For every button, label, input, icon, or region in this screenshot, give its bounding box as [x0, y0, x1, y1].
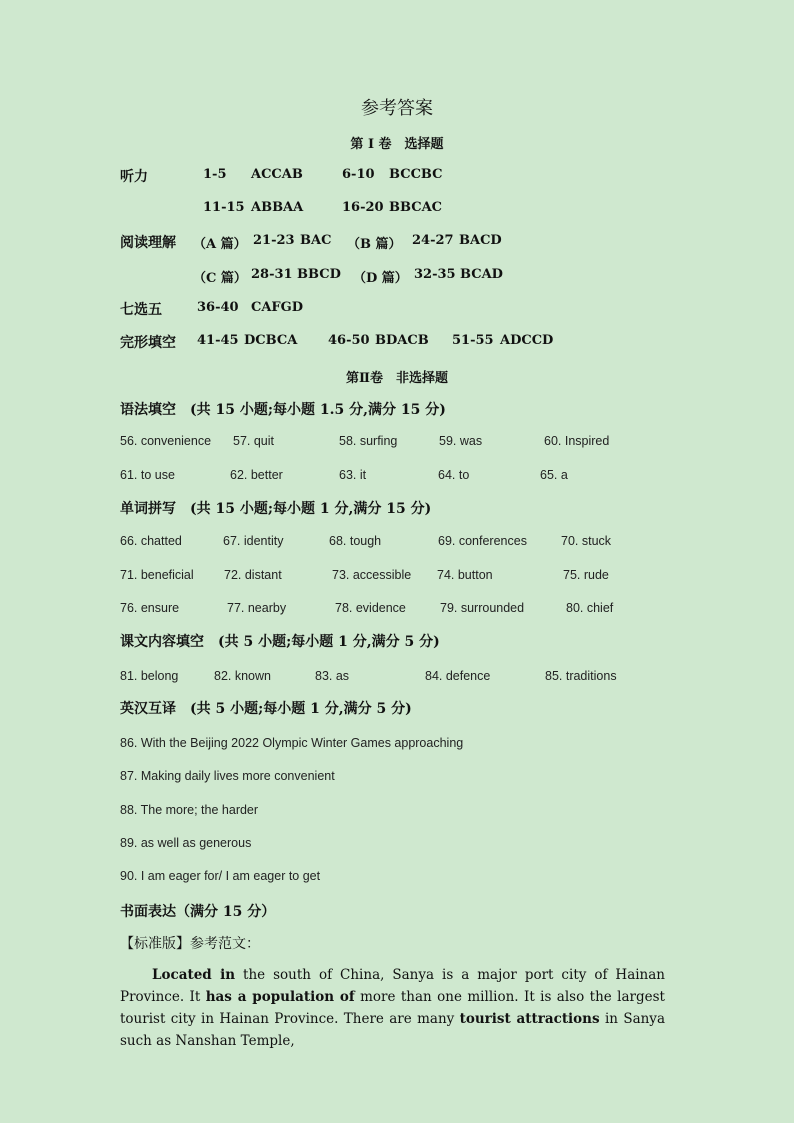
answer-item: 77. nearby — [227, 601, 287, 615]
essay-text: more than one million. It is also the largest tourist city in Hainan Province. There are many — [120, 989, 665, 1027]
reading-label: 阅读理解 — [120, 235, 176, 251]
answer-item: 81. belong — [120, 669, 179, 683]
answer-range: 6-10 — [342, 167, 375, 182]
spelling-label: 单词拼写 (共 15 小题;每小题 1 分,满分 15 分) — [120, 501, 432, 517]
part2-heading: 第Ⅱ卷 非选择题 — [346, 371, 448, 386]
answer-key: ADCCD — [500, 333, 554, 348]
answer-range: 41-45 — [197, 333, 239, 348]
answer-item: 64. to — [438, 468, 470, 482]
translation-label: 英汉互译 (共 5 小题;每小题 1 分,满分 5 分) — [120, 701, 412, 717]
answer-key: BDACB — [375, 333, 429, 348]
part1-heading: 第 Ⅰ 卷 选择题 — [350, 137, 444, 152]
answer-range: 28-31 — [251, 267, 293, 282]
answer-range: 21-23 — [253, 233, 295, 248]
answer-item: 69. conferences — [438, 534, 527, 548]
answer-key: BCAD — [460, 267, 503, 282]
answer-item: 82. known — [214, 669, 271, 683]
answer-key: BBCAC — [389, 200, 442, 215]
answer-key: BCCBC — [389, 167, 443, 182]
answer-item: 65. a — [540, 468, 568, 482]
answer-item: 80. chief — [566, 601, 614, 615]
seven-five-label: 七选五 — [120, 302, 162, 318]
answer-item: 88. The more; the harder — [120, 803, 259, 817]
answer-item: 56. convenience — [120, 434, 212, 448]
essay-bold-phrase: Located in — [152, 967, 236, 983]
answer-key: ABBAA — [251, 200, 304, 215]
passage-label: （C 篇） — [193, 271, 247, 286]
answer-item: 60. Inspired — [544, 434, 610, 448]
answer-item: 57. quit — [233, 434, 275, 448]
answer-range: 1-5 — [203, 167, 227, 182]
essay-text: in Sanya such as Nanshan Temple, — [120, 1011, 665, 1049]
answer-item: 62. better — [230, 468, 283, 482]
answer-range: 32-35 — [414, 267, 456, 282]
answer-item: 73. accessible — [332, 568, 412, 582]
essay-bold-phrase: has a population of — [205, 989, 355, 1005]
grammar-label: 语法填空 (共 15 小题;每小题 1.5 分,满分 15 分) — [120, 402, 446, 418]
essay-bold-phrase: tourist attractions — [459, 1011, 600, 1027]
essay-paragraph — [120, 964, 665, 1052]
answer-item: 75. rude — [563, 568, 609, 582]
answer-item: 63. it — [339, 468, 367, 482]
cloze-label: 完形填空 — [120, 335, 176, 351]
answer-item: 83. as — [315, 669, 350, 683]
answer-item: 84. defence — [425, 669, 491, 683]
writing-label: 书面表达（满分 15 分） — [120, 904, 276, 920]
answer-range: 11-15 — [203, 200, 245, 215]
answer-item: 86. With the Beijing 2022 Olympic Winter Games approaching — [120, 736, 464, 750]
essay-text: the south of China, Sanya is a major port city of Hainan Province. It — [120, 967, 665, 1005]
answer-item: 89. as well as generous — [120, 836, 252, 850]
answer-range: 46-50 — [328, 333, 370, 348]
answer-item: 59. was — [439, 434, 483, 448]
answer-item: 66. chatted — [120, 534, 182, 548]
answer-key: BBCD — [297, 267, 341, 282]
answer-item: 76. ensure — [120, 601, 180, 615]
answer-item: 71. beneficial — [120, 568, 194, 582]
answer-item: 74. button — [437, 568, 493, 582]
version-label: 【标准版】参考范文： — [120, 936, 260, 952]
answer-range: 24-27 — [412, 233, 454, 248]
answer-range: 51-55 — [452, 333, 494, 348]
passage-label: （B 篇） — [347, 237, 402, 252]
listening-label: 听力 — [120, 169, 148, 185]
answer-item: 87. Making daily lives more convenient — [120, 769, 335, 783]
answer-item: 90. I am eager for/ I am eager to get — [120, 869, 321, 883]
answer-item: 70. stuck — [561, 534, 612, 548]
passage-label: （D 篇） — [353, 271, 408, 286]
answer-item: 85. traditions — [545, 669, 617, 683]
answer-key: DCBCA — [244, 333, 298, 348]
answer-item: 78. evidence — [335, 601, 406, 615]
answer-item: 79. surrounded — [440, 601, 525, 615]
answer-item: 58. surfing — [339, 434, 398, 448]
answer-key: BAC — [300, 233, 332, 248]
passage-label: （A 篇） — [193, 237, 247, 252]
answer-item: 68. tough — [329, 534, 382, 548]
answer-range: 36-40 — [197, 300, 239, 315]
page-title: 参考答案 — [361, 98, 433, 119]
answer-key: BACD — [459, 233, 502, 248]
answer-item: 72. distant — [224, 568, 282, 582]
text-fill-label: 课文内容填空 (共 5 小题;每小题 1 分,满分 5 分) — [120, 634, 440, 650]
answer-range: 16-20 — [342, 200, 384, 215]
answer-key: ACCAB — [251, 167, 303, 182]
answer-key: CAFGD — [251, 300, 304, 315]
answer-item: 67. identity — [223, 534, 284, 548]
answer-item: 61. to use — [120, 468, 175, 482]
